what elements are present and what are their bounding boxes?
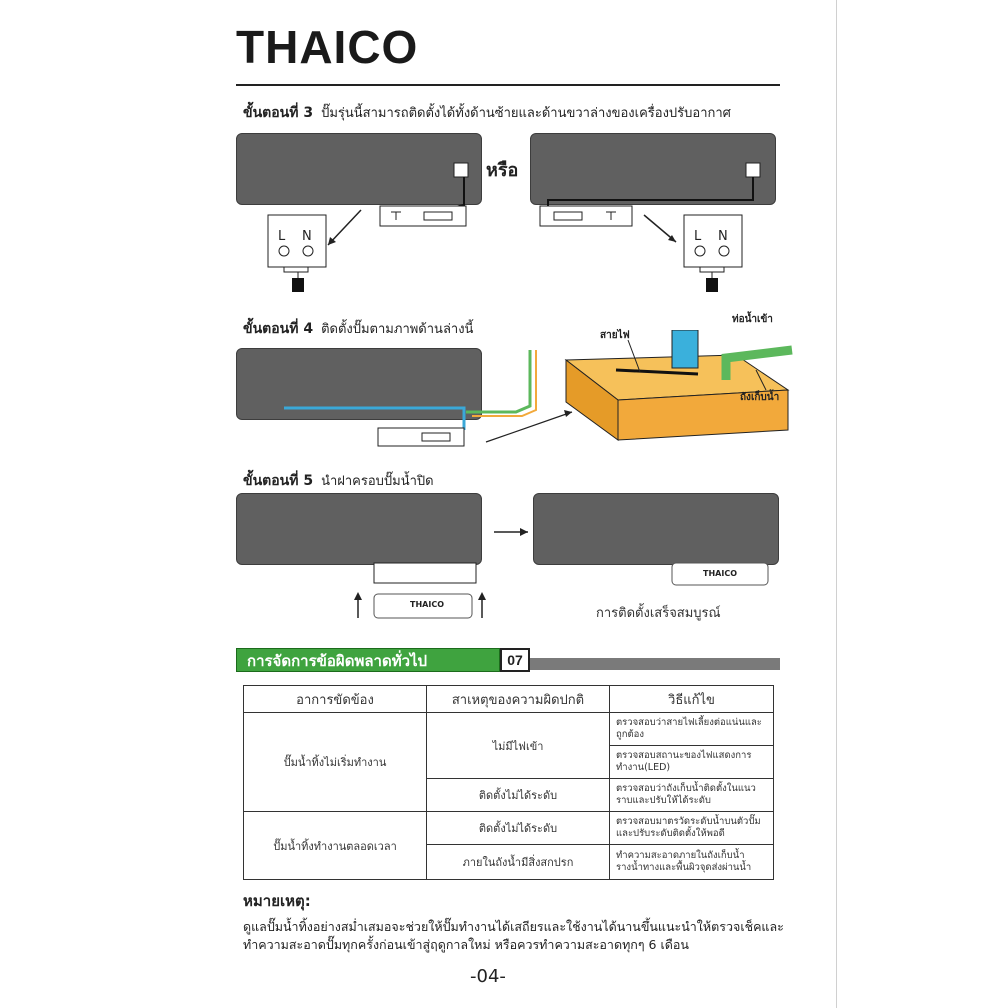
fix-cell: ทำความสะอาดภายในถังเก็บน้ำ รางน้ำทางและพื้นผิวจุดส่งผ่านน้ำ (610, 845, 774, 880)
inlet-pipe (672, 330, 698, 368)
note-title: หมายเหตุ: (243, 892, 311, 910)
symptom-cell: ปั๊มน้ำทิ้งทำงานตลอดเวลา (244, 812, 427, 880)
cause-cell: ติดตั้งไม่ได้ระดับ (427, 812, 610, 845)
pump-left (380, 206, 466, 226)
drain-hose (284, 408, 464, 430)
page-edge-line (836, 0, 837, 1008)
pump-step4 (378, 428, 464, 446)
section-header (236, 648, 780, 674)
label-wire: สายไฟ (600, 330, 630, 341)
fix-cell: ตรวจสอบว่าถังเก็บน้ำติดตั้งในแนวราบและปรับให้ได้ระดับ (610, 779, 774, 812)
table-row (244, 713, 774, 746)
or-text: หรือ (486, 160, 519, 181)
terminal-n-left: N (302, 229, 312, 244)
fix-cell: ตรวจสอบว่าสายไฟเลี้ยงต่อแน่นและถูกต้อง (610, 713, 774, 746)
cover-brand: THAICO (410, 600, 444, 609)
table-row (244, 812, 774, 845)
step5-heading (243, 470, 434, 492)
cause-cell: ติดตั้งไม่ได้ระดับ (427, 779, 610, 812)
label-inlet: ท่อน้ำเข้า (732, 314, 773, 325)
header-symptom: อาการขัดข้อง (244, 686, 427, 713)
header-fix: วิธีแก้ไข (610, 686, 774, 713)
completed-caption: การติดตั้งเสร็จสมบูรณ์ (596, 606, 721, 621)
header-cause: สาเหตุของความผิดปกติ (427, 686, 610, 713)
step3-heading (243, 102, 731, 124)
step4-diagram (236, 330, 796, 460)
cause-cell: ไม่มีไฟเข้า (427, 713, 610, 779)
step4-text: ติดตั้งปั๊มตามภาพด้านล่างนี้ (321, 322, 474, 337)
step5-label: ขั้นตอนที่ 5 (243, 473, 314, 489)
pump-step5 (374, 563, 476, 583)
cover-brand-installed: THAICO (703, 569, 737, 578)
note-text: ดูแลปั๊มน้ำทิ้งอย่างสม่ำเสมอจะช่วยให้ปั๊มทำงานได้เสถียรและใช้งานได้นานขึ้นแนะนำให้ตรวจเช็คและทำความสะอาดปั๊มทุกครั้งก่อนเข้าสู่ฤดูกาลใหม่ หรือควรทำความสะอาดทุกๆ 6 เดือน (243, 919, 784, 953)
label-tank: ถังเก็บน้ำ (740, 392, 780, 403)
table-header-row (244, 686, 774, 713)
socket-left (454, 163, 468, 177)
step5-text: นำฝาครอบปั๊มน้ำปิด (321, 474, 434, 489)
fix-cell: ตรวจสอบสถานะของไฟแสดงการทำงาน(LED) (610, 746, 774, 779)
terminal-l-left: L (278, 229, 286, 244)
step3-label: ขั้นตอนที่ 3 (243, 105, 314, 121)
troubleshooting-table (243, 685, 774, 880)
section-bar (530, 658, 780, 670)
thaico-logo: THAICO (236, 21, 419, 73)
page-number: -04- (470, 966, 506, 987)
cause-cell: ภายในถังน้ำมีสิ่งสกปรก (427, 845, 610, 880)
terminal-l-right: L (694, 229, 702, 244)
header-rule (236, 84, 780, 86)
terminal-box-left (268, 215, 326, 267)
step4-label: ขั้นตอนที่ 4 (243, 321, 314, 337)
socket-right (746, 163, 760, 177)
outlet-pipe (466, 350, 530, 412)
step3-diagram (236, 160, 776, 300)
symptom-cell: ปั๊มน้ำทิ้งไม่เริ่มทำงาน (244, 713, 427, 812)
section-number: 07 (500, 648, 530, 672)
terminal-n-right: N (718, 229, 728, 244)
section-title: การจัดการข้อผิดพลาดทั่วไป (236, 648, 500, 672)
fix-cell: ตรวจสอบมาตรวัดระดับน้ำบนตัวปั๊มและปรับระดับติดตั้งให้พอดี (610, 812, 774, 845)
terminal-box-right (684, 215, 742, 267)
step3-text: ปั๊มรุ่นนี้สามารถติดตั้งได้ทั้งด้านซ้ายและด้านขวาล่างของเครื่องปรับอากาศ (321, 106, 731, 121)
